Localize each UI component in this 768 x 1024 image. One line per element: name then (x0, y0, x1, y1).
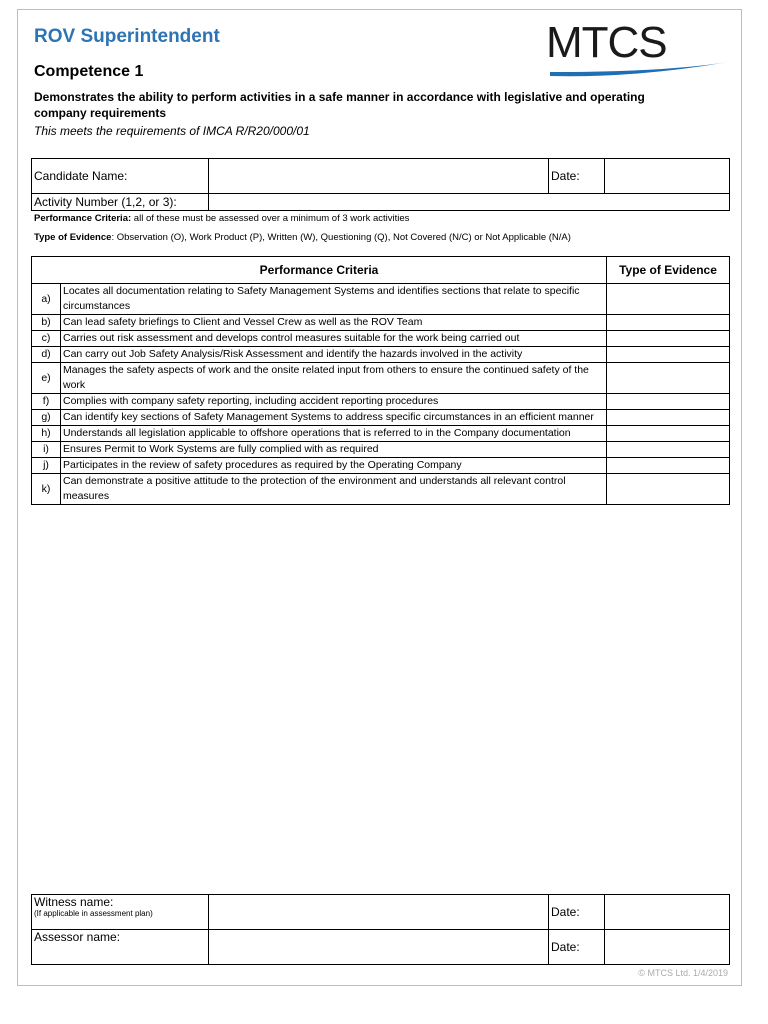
performance-criteria-note (34, 213, 409, 224)
criteria-text: Locates all documentation relating to Safety Management Systems and identifies sections that relate to specific circumstances (61, 284, 607, 315)
criteria-letter: g) (32, 410, 61, 426)
mtcs-logo (546, 18, 730, 80)
assessor-date-label: Date: (549, 930, 605, 965)
witness-date-field[interactable] (605, 895, 730, 930)
evidence-field[interactable] (607, 410, 730, 426)
assessor-name-field[interactable] (209, 930, 549, 965)
criteria-row (32, 331, 730, 347)
evidence-field[interactable] (607, 442, 730, 458)
witness-name-field[interactable] (209, 895, 549, 930)
criteria-text: Participates in the review of safety procedures as required by the Operating Company (61, 458, 607, 474)
witness-note: (If applicable in assessment plan) (34, 909, 153, 918)
evidence-field[interactable] (607, 394, 730, 410)
criteria-text: Carries out risk assessment and develops control measures suitable for the work being carried out (61, 331, 607, 347)
criteria-letter: j) (32, 458, 61, 474)
criteria-row (32, 363, 730, 394)
criteria-row (32, 347, 730, 363)
criteria-text: Complies with company safety reporting, including accident reporting procedures (61, 394, 607, 410)
witness-date-label: Date: (549, 895, 605, 930)
criteria-letter: b) (32, 315, 61, 331)
criteria-letter: k) (32, 474, 61, 505)
criteria-text: Can identify key sections of Safety Management Systems to address specific circumstances in an efficient manner (61, 410, 607, 426)
activity-number-field[interactable] (209, 194, 730, 211)
criteria-text: Ensures Permit to Work Systems are fully complied with as required (61, 442, 607, 458)
competence-description: Demonstrates the ability to perform activities in a safe manner in accordance with legislative and operating company requirements (34, 90, 645, 120)
criteria-row (32, 284, 730, 315)
criteria-text: Can demonstrate a positive attitude to the protection of the environment and understands all relevant control measures (61, 474, 607, 505)
criteria-letter: f) (32, 394, 61, 410)
evidence-field[interactable] (607, 315, 730, 331)
assessor-date-field[interactable] (605, 930, 730, 965)
activity-number-label: Activity Number (1,2, or 3): (32, 194, 209, 211)
te-note-label: Type of Evidence (34, 232, 112, 243)
criteria-table (31, 256, 730, 505)
criteria-row (32, 458, 730, 474)
criteria-row (32, 442, 730, 458)
evidence-field[interactable] (607, 363, 730, 394)
witness-label-cell (32, 895, 209, 930)
candidate-date-label: Date: (549, 159, 605, 194)
assessor-label: Assessor name: (32, 930, 209, 965)
candidate-name-label: Candidate Name: (32, 159, 209, 194)
criteria-row (32, 394, 730, 410)
document-title: ROV Superintendent (34, 26, 220, 47)
evidence-field[interactable] (607, 284, 730, 315)
criteria-row (32, 426, 730, 442)
evidence-header: Type of Evidence (607, 257, 730, 284)
logo-text: MTCS (546, 18, 667, 67)
criteria-letter: h) (32, 426, 61, 442)
evidence-field[interactable] (607, 347, 730, 363)
witness-label: Witness name: (34, 895, 114, 909)
evidence-field[interactable] (607, 331, 730, 347)
evidence-field[interactable] (607, 426, 730, 442)
criteria-text: Can carry out Job Safety Analysis/Risk Assessment and identify the hazards involved in the activity (61, 347, 607, 363)
criteria-text: Manages the safety aspects of work and the onsite related input from others to ensure the continued safety of the work (61, 363, 607, 394)
type-of-evidence-note (34, 232, 571, 243)
criteria-row (32, 315, 730, 331)
candidate-name-field[interactable] (209, 159, 549, 194)
evidence-field[interactable] (607, 458, 730, 474)
footer-copyright: © MTCS Ltd. 1/4/2019 (638, 968, 728, 978)
candidate-table (31, 158, 730, 211)
criteria-header: Performance Criteria (32, 257, 607, 284)
criteria-text: Can lead safety briefings to Client and Vessel Crew as well as the ROV Team (61, 315, 607, 331)
candidate-date-field[interactable] (605, 159, 730, 194)
criteria-letter: i) (32, 442, 61, 458)
signoff-table (31, 894, 730, 965)
competence-heading: Competence 1 (34, 63, 144, 80)
te-note-text: : Observation (O), Work Product (P), Written (W), Questioning (Q), Not Covered (N/C) or Not Applicable (N/A) (111, 232, 571, 243)
pc-note-text: all of these must be assessed over a minimum of 3 work activities (131, 213, 410, 224)
criteria-text: Understands all legislation applicable to offshore operations that is referred to in the Company documentation (61, 426, 607, 442)
evidence-field[interactable] (607, 474, 730, 505)
criteria-letter: a) (32, 284, 61, 315)
pc-note-label: Performance Criteria: (34, 213, 132, 224)
logo-swoosh-icon (546, 52, 730, 80)
criteria-letter: c) (32, 331, 61, 347)
criteria-letter: e) (32, 363, 61, 394)
criteria-row (32, 474, 730, 505)
criteria-row (32, 410, 730, 426)
requirements-note: This meets the requirements of IMCA R/R20/000/01 (34, 124, 310, 138)
criteria-letter: d) (32, 347, 61, 363)
